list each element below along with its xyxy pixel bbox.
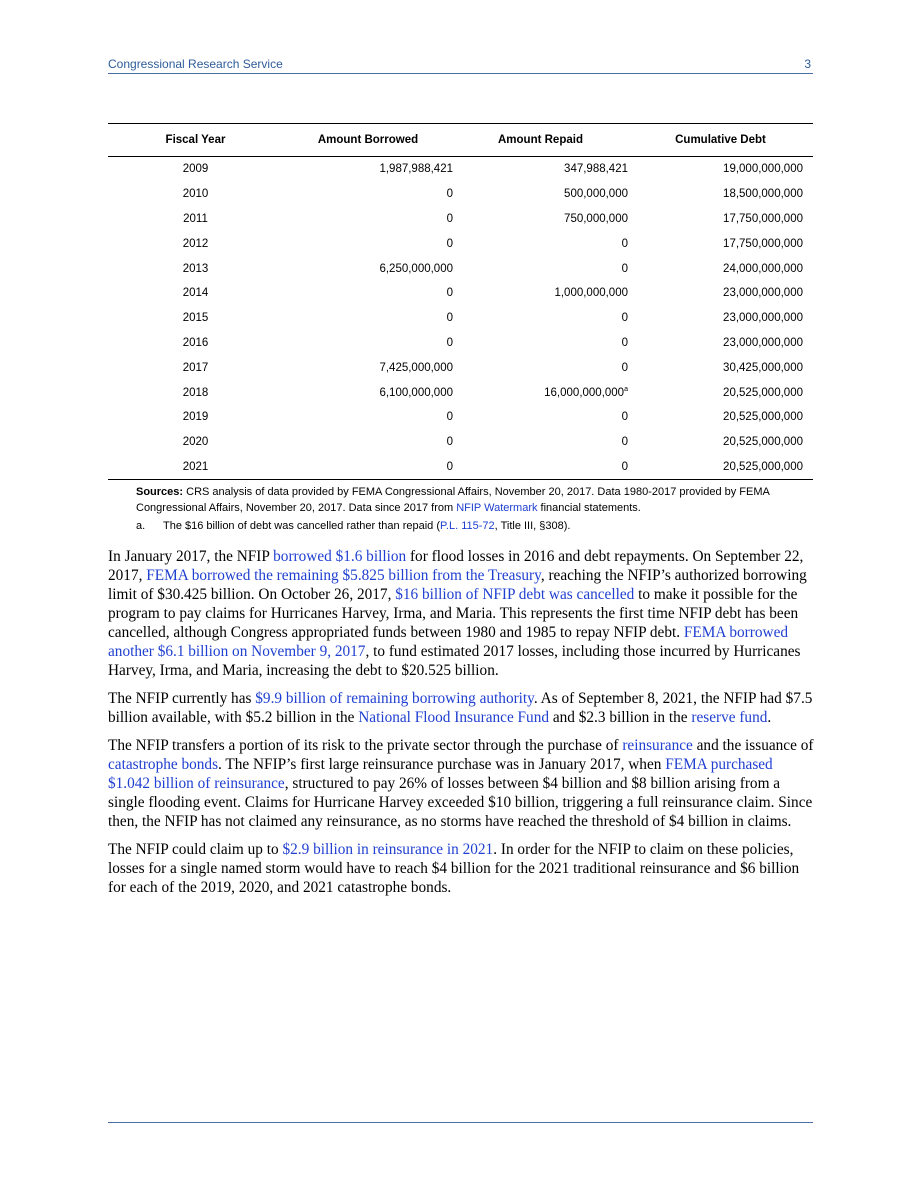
cell-value: 1,000,000,000 <box>554 287 628 300</box>
paragraph-reinsurance <box>108 736 816 831</box>
sources-text: CRS analysis of data provided by FEMA Congressional Affairs, November 20, 2017. Data 1980-2017 provided by FEMA Congressional Affairs, November 20, 2017. Data since 2017 from <box>136 486 770 514</box>
cell-value: 750,000,000 <box>564 212 628 225</box>
cell-value: 0 <box>621 312 628 325</box>
cell-amount-borrowed <box>283 331 453 356</box>
text-span: , to fund estimated 2017 losses, including those incurred by Hurricanes Harvey, Irma, and Maria, increasing the debt to $20.525 billion. <box>108 643 801 679</box>
cell-value: 7,425,000,000 <box>379 361 453 374</box>
text-span: and the issuance of <box>692 737 814 754</box>
reinsurance-2021-link[interactable]: $2.9 billion in reinsurance in 2021 <box>282 841 494 858</box>
footnote-ref: a <box>624 386 628 394</box>
footnote-mark: a. <box>136 520 146 532</box>
cell-value: 19,000,000,000 <box>723 163 803 176</box>
table-row <box>108 182 813 207</box>
cell-fiscal-year <box>108 355 283 380</box>
text-span: . <box>767 709 772 726</box>
cell-value: 1,987,988,421 <box>379 163 453 176</box>
cell-fiscal-year <box>108 306 283 331</box>
cell-value: 2009 <box>182 163 209 176</box>
cell-amount-borrowed <box>283 405 453 430</box>
table-row <box>108 355 813 380</box>
cell-value: 6,250,000,000 <box>379 262 453 275</box>
cell-value: 2013 <box>182 262 209 275</box>
cell-cumulative-debt <box>628 380 813 405</box>
paragraph-borrowing-history <box>108 547 816 680</box>
borrowed-link[interactable]: borrowed $1.6 billion <box>273 548 407 565</box>
cell-value: 23,000,000,000 <box>723 287 803 300</box>
table-row <box>108 281 813 306</box>
text-span: . In order for the NFIP to claim on these policies, losses for a single named storm would have to reach $4 billion for the 2021 traditional reinsurance and $6 billion for each of the 2019, 2020, and 2021 catastrophe bonds. <box>108 841 800 896</box>
cell-value: 2014 <box>182 287 209 300</box>
cell-amount-repaid <box>453 281 628 306</box>
col-fiscal-year: Fiscal Year <box>108 124 283 157</box>
table-row <box>108 306 813 331</box>
cell-value: 2016 <box>182 336 209 349</box>
footnote-text-end: , Title III, §308). <box>494 520 571 532</box>
cell-value: 23,000,000,000 <box>723 312 803 325</box>
header-org: Congressional Research Service <box>108 57 283 71</box>
cell-amount-borrowed <box>283 231 453 256</box>
cell-amount-repaid <box>453 157 628 182</box>
cell-value: 2011 <box>183 212 208 225</box>
cell-amount-borrowed <box>283 182 453 207</box>
table-row <box>108 256 813 281</box>
table-row <box>108 331 813 356</box>
cell-fiscal-year <box>108 231 283 256</box>
cell-amount-repaid <box>453 380 628 405</box>
col-amount-repaid: Amount Repaid <box>453 124 628 157</box>
cell-fiscal-year <box>108 455 283 480</box>
text-span: . The NFIP’s first large reinsurance purchase was in January 2017, when <box>218 756 666 773</box>
cell-fiscal-year <box>108 430 283 455</box>
cell-amount-borrowed <box>283 306 453 331</box>
cell-value: 18,500,000,000 <box>723 188 803 201</box>
text-span: The NFIP transfers a portion of its risk to the private sector through the purchase of <box>108 737 623 754</box>
cell-value: 0 <box>446 237 453 250</box>
footer-divider <box>108 1122 813 1123</box>
cell-amount-borrowed <box>283 430 453 455</box>
cell-value: 0 <box>446 336 453 349</box>
cell-value: 17,750,000,000 <box>723 237 803 250</box>
cell-value: 30,425,000,000 <box>723 361 803 374</box>
reinsurance-purchase-link[interactable]: FEMA purchased $1.042 billion of reinsurance <box>108 756 773 792</box>
cell-value: 0 <box>621 237 628 250</box>
table-row <box>108 380 813 405</box>
cell-value: 23,000,000,000 <box>723 336 803 349</box>
cell-value: 0 <box>446 460 453 473</box>
flood-insurance-fund-link[interactable]: National Flood Insurance Fund <box>358 709 550 726</box>
paragraph-2021-reinsurance <box>108 840 816 897</box>
treasury-borrowing-link[interactable]: FEMA borrowed the remaining $5.825 billion from the Treasury <box>146 567 541 584</box>
cell-value: 2019 <box>182 411 209 424</box>
cell-amount-repaid <box>453 231 628 256</box>
cell-value: 2017 <box>182 361 209 374</box>
cell-cumulative-debt <box>628 405 813 430</box>
nfip-watermark-link[interactable]: NFIP Watermark <box>456 502 538 514</box>
footnote-text: The $16 billion of debt was cancelled rather than repaid ( <box>163 520 441 532</box>
cell-value: 500,000,000 <box>564 188 628 201</box>
reserve-fund-link[interactable]: reserve fund <box>691 709 768 726</box>
cell-value: 2021 <box>182 460 209 473</box>
cell-value: 0 <box>621 411 628 424</box>
cell-value: 20,525,000,000 <box>723 436 803 449</box>
cell-cumulative-debt <box>628 430 813 455</box>
body-text <box>108 547 816 906</box>
table-row <box>108 430 813 455</box>
cell-value: 0 <box>446 312 453 325</box>
table-row <box>108 157 813 182</box>
cell-fiscal-year <box>108 256 283 281</box>
text-span: and $2.3 billion in the <box>549 709 692 726</box>
text-span: The NFIP currently has <box>108 690 256 707</box>
cell-value: 0 <box>621 336 628 349</box>
cell-value: 6,100,000,000 <box>379 386 453 399</box>
col-amount-borrowed: Amount Borrowed <box>283 124 453 157</box>
text-span: , reaching the NFIP’s authorized borrowing limit of $30.425 billion. On October 26, 2017, <box>108 567 807 603</box>
cell-value: 0 <box>446 287 453 300</box>
cell-fiscal-year <box>108 331 283 356</box>
cell-cumulative-debt <box>628 256 813 281</box>
cell-value: 2015 <box>182 312 209 325</box>
page-number: 3 <box>804 57 811 71</box>
cell-amount-borrowed <box>283 207 453 232</box>
cell-fiscal-year <box>108 157 283 182</box>
cell-value: 16,000,000,000 <box>544 386 625 399</box>
text-span: . As of September 8, 2021, the NFIP had $7.5 billion available, with $5.2 billion in the <box>108 690 813 726</box>
table-row <box>108 405 813 430</box>
cell-value: 0 <box>621 262 628 275</box>
cell-amount-borrowed <box>283 355 453 380</box>
table-header-row <box>108 124 813 157</box>
reinsurance-link[interactable]: reinsurance <box>622 737 693 754</box>
cell-fiscal-year <box>108 281 283 306</box>
cell-amount-repaid <box>453 430 628 455</box>
sources-text-end: financial statements. <box>537 502 641 514</box>
cell-cumulative-debt <box>628 306 813 331</box>
cell-amount-repaid <box>453 331 628 356</box>
cell-value: 17,750,000,000 <box>723 212 803 225</box>
table-row <box>108 231 813 256</box>
cell-amount-repaid <box>453 306 628 331</box>
cell-amount-borrowed <box>283 157 453 182</box>
debt-cancelled-link[interactable]: $16 billion of NFIP debt was cancelled <box>395 586 635 603</box>
sources-label: Sources: <box>136 486 184 498</box>
catastrophe-bonds-link[interactable]: catastrophe bonds <box>108 756 219 773</box>
public-law-link[interactable]: P.L. 115-72 <box>440 520 495 532</box>
cell-amount-borrowed <box>283 380 453 405</box>
cell-amount-borrowed <box>283 281 453 306</box>
cell-cumulative-debt <box>628 355 813 380</box>
cell-amount-repaid <box>453 182 628 207</box>
text-span: to make it possible for the program to pay claims for Hurricanes Harvey, Irma, and Maria. This represents the first time NFIP debt has been cancelled, although Congress appropriated funds between 1980 and 1985 to repay NFIP debt. <box>108 586 799 641</box>
cell-cumulative-debt <box>628 182 813 207</box>
cell-amount-borrowed <box>283 256 453 281</box>
table-footnote <box>136 520 816 532</box>
cell-fiscal-year <box>108 207 283 232</box>
sources-note <box>136 484 816 516</box>
table-row <box>108 455 813 480</box>
cell-value: 0 <box>446 188 453 201</box>
text-span: The NFIP could claim up to <box>108 841 283 858</box>
cell-amount-repaid <box>453 207 628 232</box>
cell-value: 2020 <box>182 436 209 449</box>
cell-value: 0 <box>621 361 628 374</box>
cell-amount-repaid <box>453 405 628 430</box>
cell-fiscal-year <box>108 380 283 405</box>
text-span: , structured to pay 26% of losses between $4 billion and $8 billion arising from a single flooding event. Claims for Hurricane Harvey exceeded $10 billion, triggering a full reinsurance claim. Since then, the NFIP has not claimed any reinsurance, as no storms have reached the threshold of $4 billion in claims. <box>108 775 813 830</box>
cell-value: 20,525,000,000 <box>723 460 803 473</box>
cell-fiscal-year <box>108 405 283 430</box>
cell-value: 0 <box>446 411 453 424</box>
nfip-debt-table <box>108 123 813 480</box>
cell-value: 0 <box>446 436 453 449</box>
cell-value: 2010 <box>182 188 209 201</box>
col-cumulative-debt: Cumulative Debt <box>628 124 813 157</box>
cell-value: 24,000,000,000 <box>723 262 803 275</box>
table-row <box>108 207 813 232</box>
text-span: In January 2017, the NFIP <box>108 548 274 565</box>
text-span: for flood losses in 2016 and debt repayments. On September 22, 2017, <box>108 548 804 584</box>
cell-value: 0 <box>621 436 628 449</box>
cell-value: 20,525,000,000 <box>723 386 803 399</box>
cell-cumulative-debt <box>628 157 813 182</box>
cell-amount-repaid <box>453 455 628 480</box>
cell-cumulative-debt <box>628 281 813 306</box>
cell-cumulative-debt <box>628 231 813 256</box>
cell-amount-repaid <box>453 355 628 380</box>
cell-value: 0 <box>446 212 453 225</box>
cell-cumulative-debt <box>628 455 813 480</box>
cell-value: 347,988,421 <box>564 163 628 176</box>
cell-cumulative-debt <box>628 207 813 232</box>
cell-amount-borrowed <box>283 455 453 480</box>
borrowing-authority-link[interactable]: $9.9 billion of remaining borrowing authority <box>255 690 534 707</box>
paragraph-borrowing-authority <box>108 689 816 727</box>
cell-fiscal-year <box>108 182 283 207</box>
cell-value: 2012 <box>182 237 209 250</box>
cell-value: 0 <box>621 460 628 473</box>
cell-cumulative-debt <box>628 331 813 356</box>
cell-amount-repaid <box>453 256 628 281</box>
fema-borrowed-another-link[interactable]: FEMA borrowed another $6.1 billion on November 9, 2017 <box>108 624 789 660</box>
page-header <box>108 55 813 74</box>
cell-value: 2018 <box>182 386 209 399</box>
cell-value: 20,525,000,000 <box>723 411 803 424</box>
